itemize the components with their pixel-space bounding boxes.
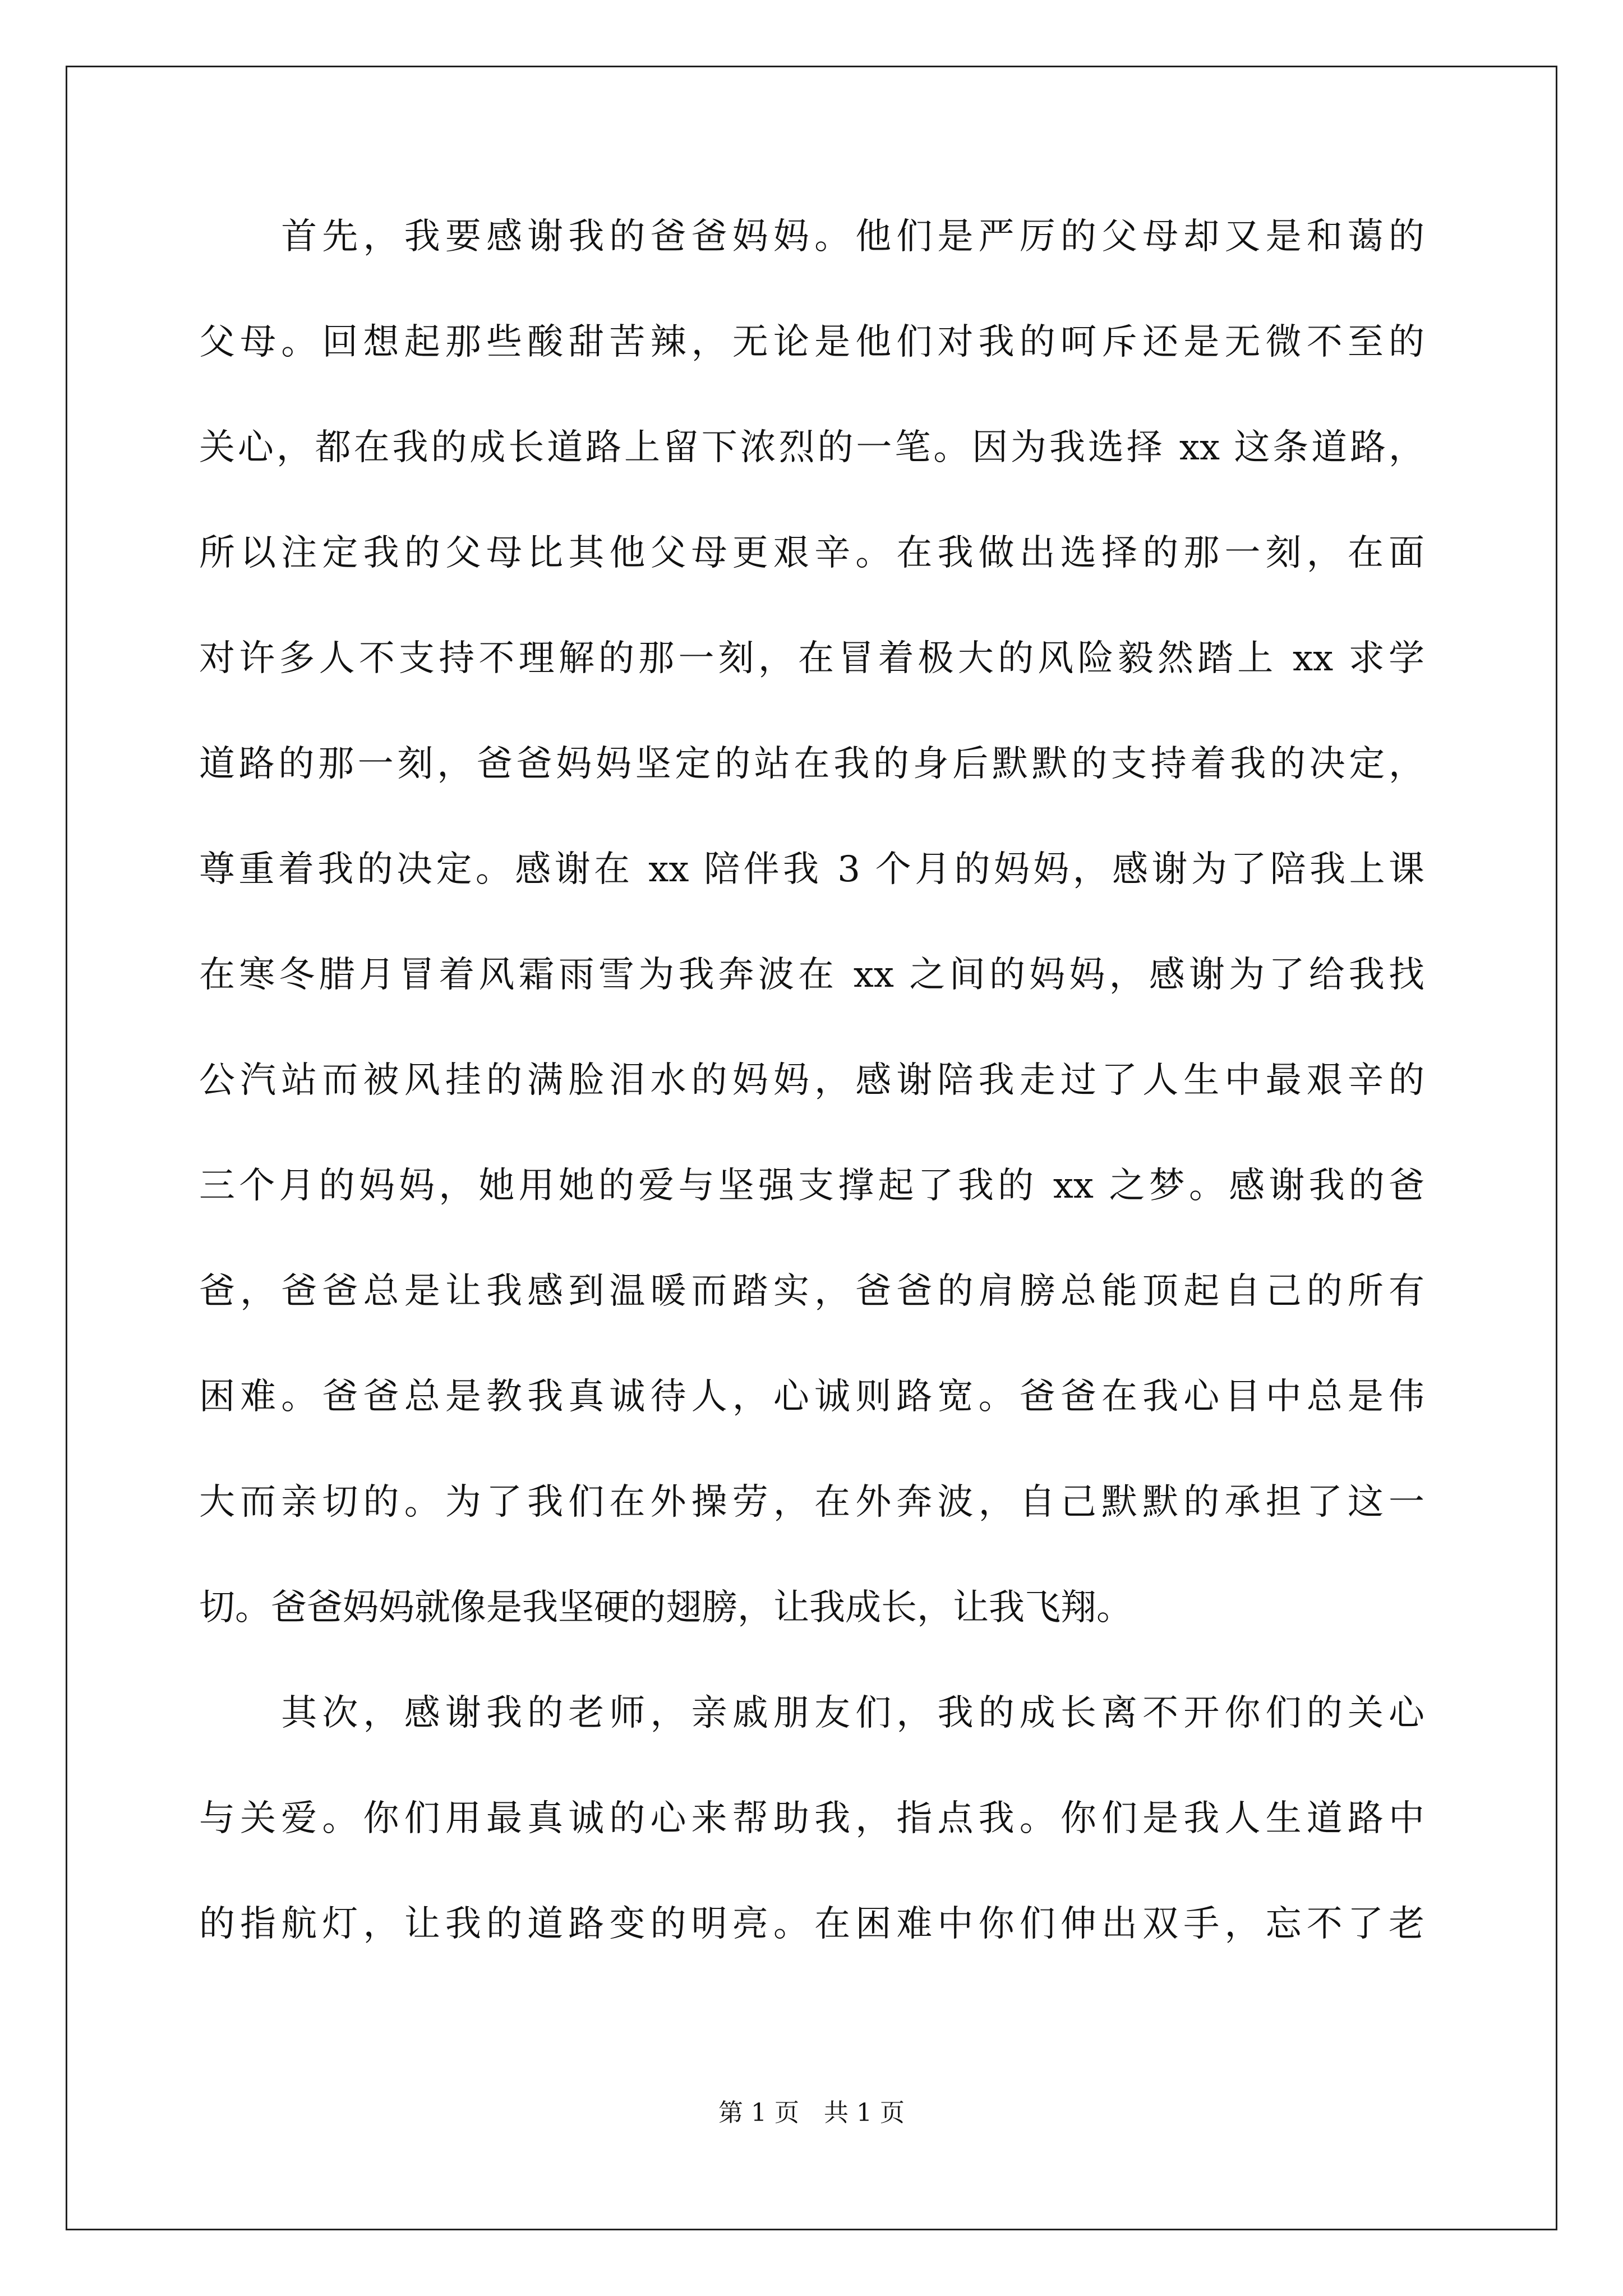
page-number: 第 1 页 [718, 2099, 799, 2127]
page-footer [0, 2101, 1623, 2125]
text-line: 困难。爸爸总是教我真诚待人，心诚则路宽。爸爸在我心目中总是伟 [199, 1376, 1424, 1418]
text-line: 大而亲切的。为了我们在外操劳，在外奔波，自己默默的承担了这一 [199, 1481, 1424, 1523]
text-line: 三个月的妈妈，她用她的爱与坚强支撑起了我的 xx 之梦。感谢我的爸 [199, 1165, 1424, 1207]
text-line: 在寒冬腊月冒着风霜雨雪为我奔波在 xx 之间的妈妈，感谢为了给我找 [199, 954, 1424, 996]
text-line: 父母。回想起那些酸甜苦辣，无论是他们对我的呵斥还是无微不至的 [199, 321, 1424, 363]
document-body [199, 216, 1424, 2012]
text-line: 道路的那一刻，爸爸妈妈坚定的站在我的身后默默的支持着我的决定， [199, 743, 1424, 785]
page-total: 共 1 页 [824, 2099, 905, 2127]
text-line: 关心，都在我的成长道路上留下浓烈的一笔。因为我选择 xx 这条道路， [199, 427, 1424, 468]
text-line: 与关爱。你们用最真诚的心来帮助我，指点我。你们是我人生道路中 [199, 1798, 1424, 1839]
text-line: 切。爸爸妈妈就像是我坚硬的翅膀，让我成长，让我飞翔。 [199, 1587, 1132, 1628]
text-line: 对许多人不支持不理解的那一刻，在冒着极大的风险毅然踏上 xx 求学 [199, 638, 1424, 679]
text-line: 尊重着我的决定。感谢在 xx 陪伴我 3 个月的妈妈，感谢为了陪我上课 [199, 849, 1424, 890]
text-line: 首先，我要感谢我的爸爸妈妈。他们是严厉的父母却又是和蔼的 [199, 216, 1424, 257]
text-line: 爸，爸爸总是让我感到温暖而踏实，爸爸的肩膀总能顶起自己的所有 [199, 1271, 1424, 1312]
text-line: 所以注定我的父母比其他父母更艰辛。在我做出选择的那一刻，在面 [199, 532, 1424, 574]
text-line: 公汽站而被风挂的满脸泪水的妈妈，感谢陪我走过了人生中最艰辛的 [199, 1060, 1424, 1101]
text-line: 其次，感谢我的老师，亲戚朋友们，我的成长离不开你们的关心 [199, 1692, 1424, 1734]
text-line: 的指航灯，让我的道路变的明亮。在困难中你们伸出双手，忘不了老 [199, 1903, 1424, 1945]
